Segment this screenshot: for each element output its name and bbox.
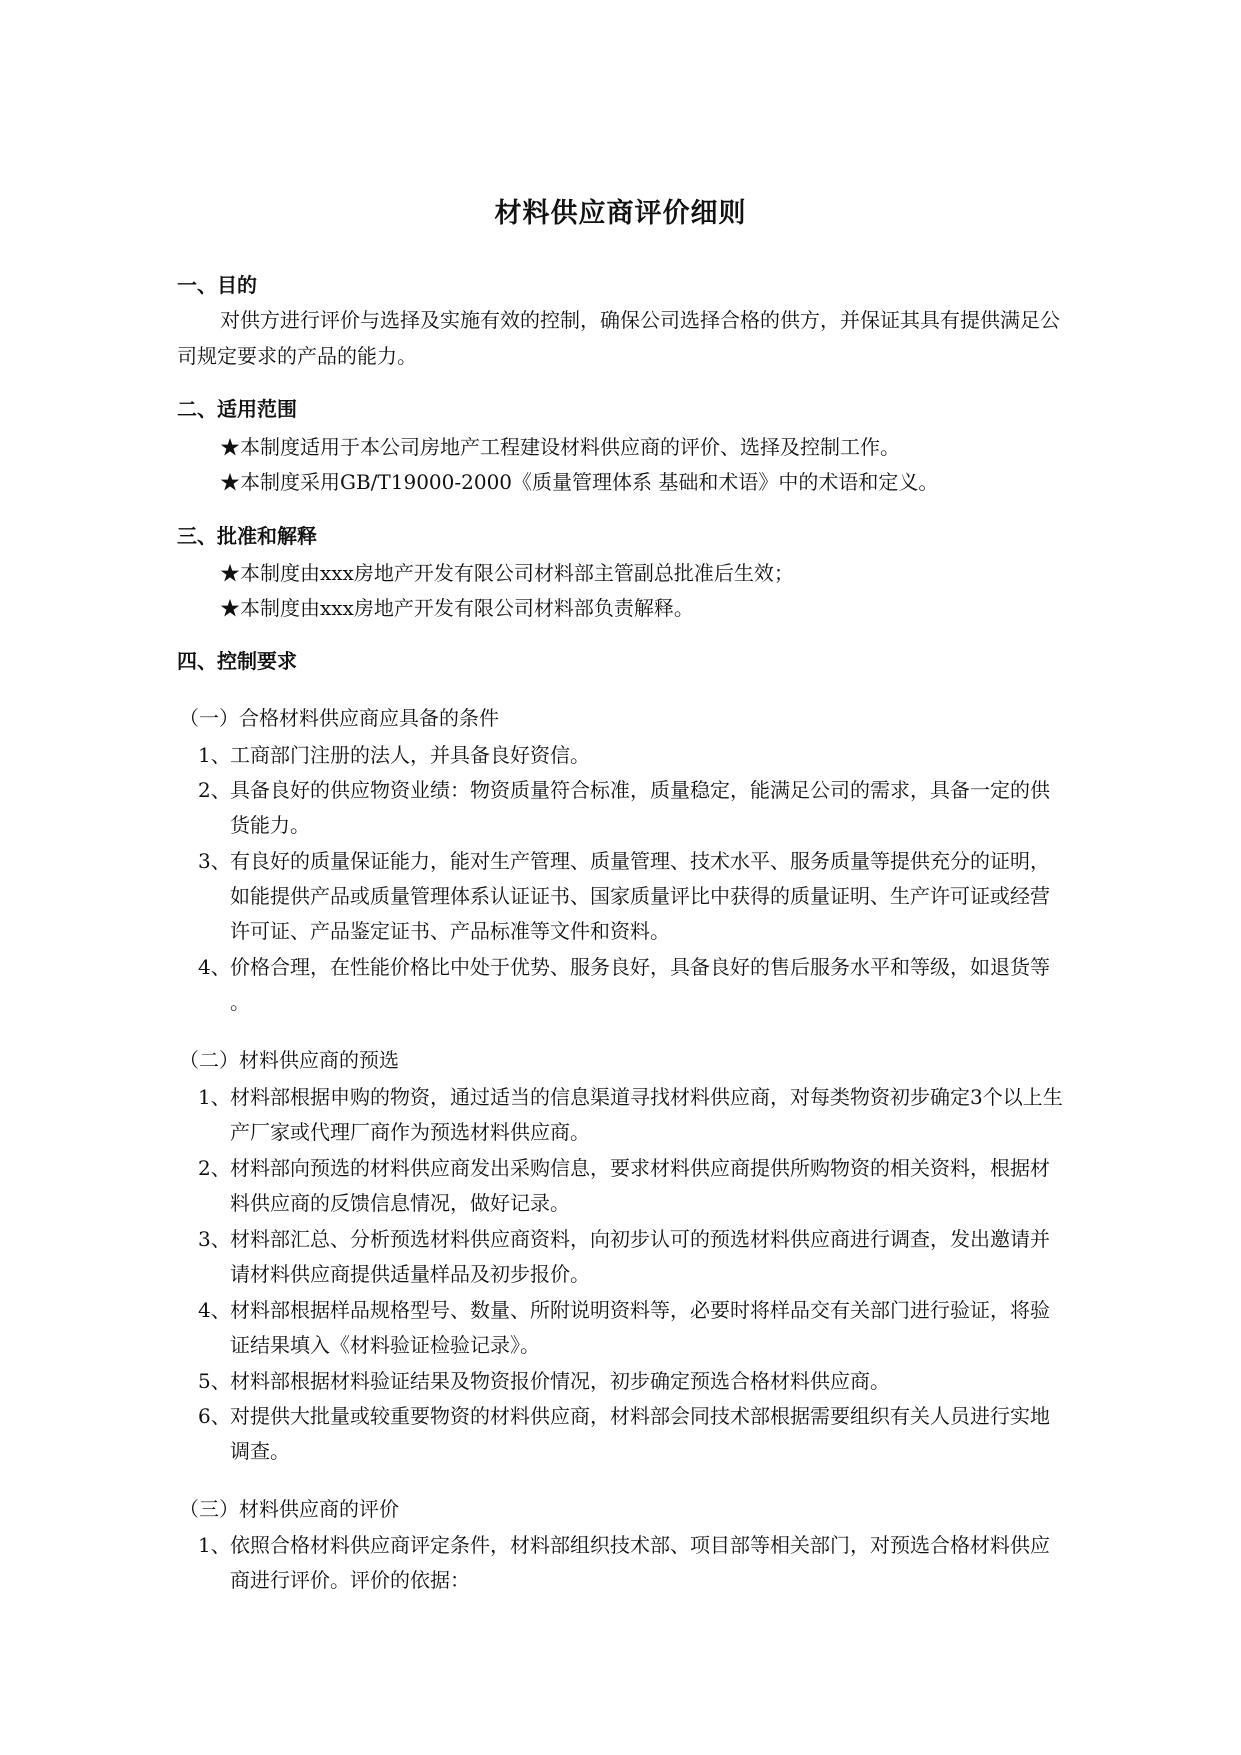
item-number: 6、 <box>198 1404 231 1428</box>
item-line: 材料部根据申购的物资，通过适当的信息渠道寻找材料供应商，对每类物资初步确定3个以上生 <box>230 1085 1063 1109</box>
item-line: 材料部根据材料验证结果及物资报价情况，初步确定预选合格材料供应商。 <box>230 1369 890 1393</box>
item-line: 有良好的质量保证能力，能对生产管理、质量管理、技术水平、服务质量等提供充分的证明， <box>230 849 1050 873</box>
section-heading-control: 四、控制要求 <box>177 649 297 673</box>
item-line: 产厂家或代理厂商作为预选材料供应商。 <box>230 1120 590 1144</box>
item-line: 货能力。 <box>230 813 310 837</box>
document-title: 材料供应商评价细则 <box>494 198 747 229</box>
section-heading-purpose: 一、目的 <box>177 273 257 297</box>
item-number: 3、 <box>198 1227 231 1251</box>
section-heading-approval: 三、批准和解释 <box>177 524 317 548</box>
paragraph-line: 对供方进行评价与选择及实施有效的控制，确保公司选择合格的供方，并保证其具有提供满足公 <box>220 308 1060 332</box>
item-number: 5、 <box>198 1369 231 1393</box>
item-line: 材料部汇总、分析预选材料供应商资料，向初步认可的预选材料供应商进行调查，发出邀请并 <box>230 1227 1050 1251</box>
item-line: 证结果填入《材料验证检验记录》。 <box>230 1333 540 1357</box>
subsection-title: （一）合格材料供应商应具备的条件 <box>179 706 499 730</box>
item-number: 4、 <box>198 1298 231 1322</box>
bullet-item: ★本制度由xxx房地产开发有限公司材料部负责解释。 <box>220 596 694 620</box>
item-line: 。 <box>230 990 250 1014</box>
section-heading-scope: 二、适用范围 <box>177 397 297 421</box>
item-line: 依照合格材料供应商评定条件，材料部组织技术部、项目部等相关部门，对预选合格材料供应 <box>230 1533 1050 1557</box>
paragraph-line: 司规定要求的产品的能力。 <box>177 344 417 368</box>
item-line: 许可证、产品鉴定证书、产品标准等文件和资料。 <box>230 919 670 943</box>
subsection-title: （三）材料供应商的评价 <box>179 1497 399 1521</box>
item-number: 2、 <box>198 1156 231 1180</box>
item-line: 料供应商的反馈信息情况，做好记录。 <box>230 1191 570 1215</box>
item-line: 请材料供应商提供适量样品及初步报价。 <box>230 1262 590 1286</box>
item-number: 2、 <box>198 778 231 802</box>
item-number: 1、 <box>198 743 231 767</box>
item-line: 调查。 <box>230 1439 290 1463</box>
bullet-item: ★本制度采用GB/T19000-2000《质量管理体系 基础和术语》中的术语和定义。 <box>220 470 939 494</box>
bullet-item: ★本制度适用于本公司房地产工程建设材料供应商的评价、选择及控制工作。 <box>220 435 900 459</box>
item-line: 对提供大批量或较重要物资的材料供应商，材料部会同技术部根据需要组织有关人员进行实地 <box>230 1404 1050 1428</box>
item-line: 工商部门注册的法人，并具备良好资信。 <box>230 743 590 767</box>
item-number: 1、 <box>198 1085 231 1109</box>
item-line: 具备良好的供应物资业绩：物资质量符合标准，质量稳定，能满足公司的需求，具备一定的供 <box>230 778 1050 802</box>
item-number: 4、 <box>198 955 231 979</box>
item-line: 价格合理，在性能价格比中处于优势、服务良好，具备良好的售后服务水平和等级，如退货等 <box>230 955 1050 979</box>
item-number: 3、 <box>198 849 231 873</box>
bullet-item: ★本制度由xxx房地产开发有限公司材料部主管副总批准后生效； <box>220 561 794 585</box>
item-line: 如能提供产品或质量管理体系认证证书、国家质量评比中获得的质量证明、生产许可证或经营 <box>230 884 1050 908</box>
item-line: 商进行评价。评价的依据： <box>230 1568 470 1592</box>
item-number: 1、 <box>198 1533 231 1557</box>
item-line: 材料部根据样品规格型号、数量、所附说明资料等，必要时将样品交有关部门进行验证，将验 <box>230 1298 1050 1322</box>
subsection-title: （二）材料供应商的预选 <box>179 1048 399 1072</box>
item-line: 材料部向预选的材料供应商发出采购信息，要求材料供应商提供所购物资的相关资料，根据材 <box>230 1156 1050 1180</box>
